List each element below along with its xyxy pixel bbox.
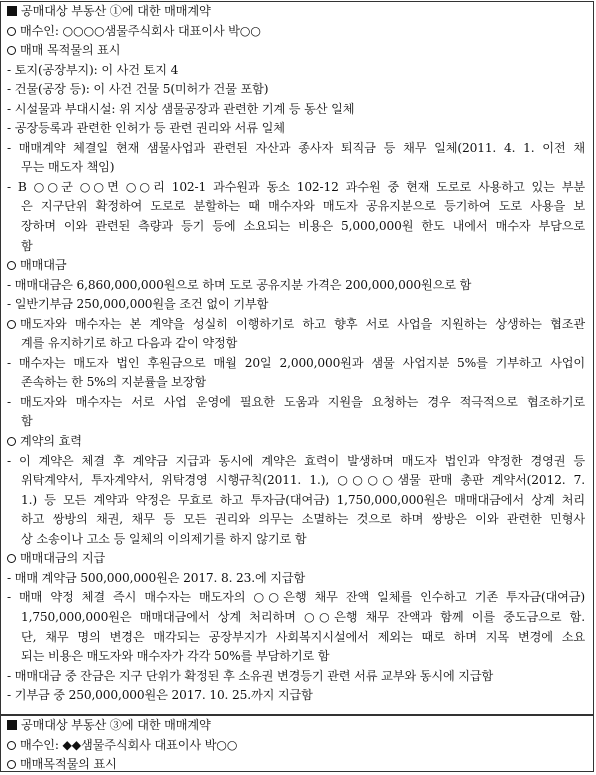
items-title: 매매 목적물의 표시: [7, 41, 585, 61]
coop-title: 매도자와 매수자는 본 계약을 성실히 이행하기로 하고 향후 서로 사업을 지원하는 상생하는 협조관: [7, 315, 585, 335]
list-item: - 공장등록과 관련한 인허가 등 관련 권리와 서류 일체: [7, 121, 285, 136]
buyer-line: 매수인: ◆◆샘물주식회사 대표이사 박○○: [7, 736, 585, 756]
list-item: - 매수자는 매도자 법인 후원금으로 매월 20일 2,000,000원과 샘물 사업지분 5%를 기부하고 사업이: [7, 355, 585, 370]
list-item-cont: 장하며 이와 관련된 측량과 등기 등에 소요되는 비용은 5,000,000원 한도 내에서 매수자 부담으로: [21, 219, 585, 234]
list-item: - 매도자와 매수자는 서로 사업 운영에 필요한 도움과 지원을 요청하는 경우 적극적으로 협조하기로: [7, 394, 585, 409]
circle-bullet-icon: [7, 741, 16, 750]
list-item: - 일반기부금 250,000,000원을 조건 없이 기부함: [7, 297, 269, 312]
list-item: - 건물(공장 등): 이 사건 건물 5(미허가 건물 포함): [7, 82, 269, 97]
list-item: - 시설물과 부대시설: 위 지상 샘물공장과 관련한 기계 등 동산 일체: [7, 101, 355, 116]
list-item-cont: 단, 채무 명의 변경은 매각되는 공장부지가 사회복지시설에서 제외는 때로 하며 지목 변경에 소요: [21, 629, 585, 644]
list-item: - 토지(공장부지): 이 사건 토지 4: [7, 62, 179, 77]
list-item-cont: 하고 쌍방의 채권, 채무 등 모든 권리와 의무는 소멸하는 것으로 하며 쌍방은 이와 관련한 민형사: [21, 512, 585, 527]
effect-title: 계약의 효력: [7, 432, 585, 452]
section-heading: 공매대상 부동산 ①에 대한 매매계약: [7, 2, 585, 22]
coop-title-cont: 계를 유지하기로 하고 다음과 같이 약정함: [21, 336, 238, 351]
list-item-cont: 함: [21, 414, 33, 429]
list-item-cont: 되는 비용은 매도자와 매수자가 각각 50%를 부담하기로 함: [21, 649, 330, 664]
list-item-cont: 은 지구단위 확정하여 도로로 분할하는 때 매수자와 매도자 공유지분으로 등기하여 도로 사용을 보: [21, 199, 585, 214]
square-bullet-icon: [7, 6, 17, 16]
contract-box-2: [0, 715, 594, 772]
circle-bullet-icon: [7, 320, 16, 329]
circle-bullet-icon: [7, 437, 16, 446]
list-item: - 매매 계약금 500,000,000원은 2017. 8. 23.에 지급함: [7, 570, 306, 585]
list-item-cont: 1.) 등 모든 계약과 약정은 무효로 하고 투자금(대여금) 1,750,000,000원은 매매대금에서 상계 처리: [21, 492, 585, 507]
price-title: 매매대금: [7, 256, 585, 276]
list-item: - B ○○군 ○○면 ○○리 102-1 과수원과 동소 102-12 과수원 중 현재 도로로 사용하고 있는 부분: [7, 179, 585, 194]
circle-bullet-icon: [7, 760, 16, 769]
circle-bullet-icon: [7, 261, 16, 270]
payment-title: 매매대금의 지급: [7, 549, 585, 569]
list-item-cont: 존속하는 한 5%의 지분률을 보장함: [21, 375, 207, 390]
list-item: - 매매계약 체결일 현재 샘물사업과 관련된 자산과 종사자 퇴직금 등 채무 일체(2011. 4. 1. 이전 채: [7, 140, 585, 155]
list-item-cont: 1,750,000,000원은 매매대금에서 상계 처리하며 ○○은행 채무 잔액과 함께 이를 중도금으로 함.: [21, 609, 585, 624]
square-bullet-icon: [7, 720, 17, 730]
circle-bullet-icon: [7, 27, 16, 36]
items-title: 매매목적물의 표시: [7, 755, 585, 775]
list-item: - 매매대금 중 잔금은 지구 단위가 확정된 후 소유권 변경등기 관련 서류 교부와 동시에 지급함: [7, 668, 494, 683]
list-item: - 이 계약은 체결 후 계약금 지급과 동시에 계약은 효력이 발생하며 매도자 법인과 약정한 경영권 등: [7, 453, 585, 468]
list-item: - 매매 약정 체결 즉시 매수자는 매도자의 ○○은행 채무 잔액 일체를 인수하고 기존 투자금(대여금): [7, 590, 585, 605]
list-item: - 매매대금은 6,860,000,000원으로 하며 도로 공유지분 가격은 200,000,000원으로 함: [7, 277, 472, 292]
list-item-cont: 위탁계약서, 투자계약서, 위탁경영 시행규칙(2011. 1.), ○○○○샘물 판매 총판 계약서(2012. 7.: [21, 473, 585, 488]
circle-bullet-icon: [7, 46, 16, 55]
list-item-cont: 함: [21, 238, 33, 253]
list-item: - 기부금 중 250,000,000원은 2017. 10. 25.까지 지급함: [7, 688, 313, 703]
list-item-cont: 무는 매도자 책임): [21, 160, 115, 175]
contract-box-1: [0, 1, 594, 715]
buyer-line: 매수인: ○○○○샘물주식회사 대표이사 박○○: [7, 22, 585, 42]
section-heading: 공매대상 부동산 ③에 대한 매매계약: [7, 716, 585, 736]
list-item-cont: 상 소송이나 고소 등 일체의 이의제기를 하지 않기로 함: [21, 531, 307, 546]
circle-bullet-icon: [7, 554, 16, 563]
